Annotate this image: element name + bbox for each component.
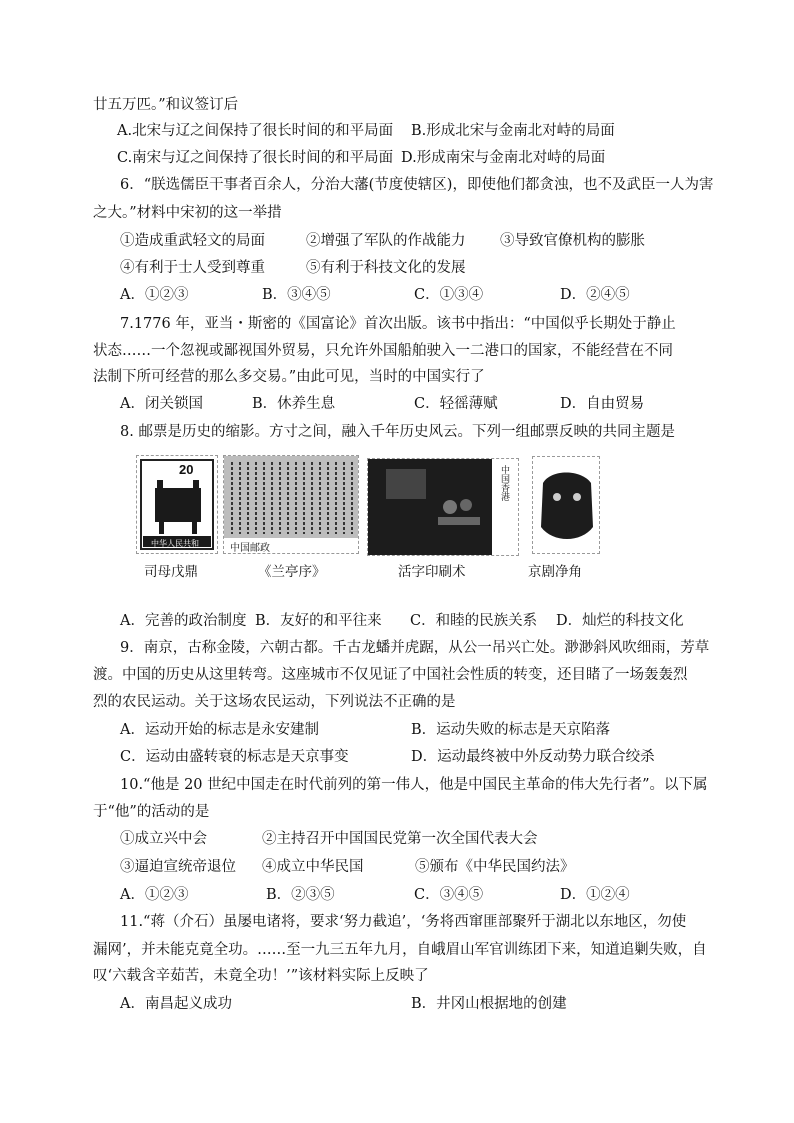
- stamp-simuwu-ding: [136, 455, 218, 554]
- statement-2: ②主持召开中国国民党第一次全国代表大会: [262, 831, 538, 847]
- question-10-line-1: 10.“他是 20 世纪中国走在时代前列的第一伟人，他是中国民主革命的伟大先行者”。以下属: [120, 777, 708, 793]
- stamp-peking-opera: [532, 456, 600, 554]
- statement-4: ④成立中华民国: [262, 859, 364, 875]
- question-6-line-1: 6．“朕选儒臣干事者百余人，分治大藩(节度使辖区)，即使他们都贪浊，也不及武臣一人为害: [120, 177, 714, 193]
- option-b: B.形成北宋与金南北对峙的局面: [411, 123, 615, 139]
- stamp-country: 中华人民共和: [151, 539, 199, 548]
- question-7-line-2: 状态……一个忽视或鄙视国外贸易，只允许外国船舶驶入一二港口的国家，不能经营在不同: [93, 343, 673, 359]
- statement-3: ③逼迫宣统帝退位: [120, 859, 236, 875]
- option-a: A．南昌起义成功: [120, 996, 232, 1012]
- question-11-line-1: 11.“蒋（介石）虽屡电诸将，要求‘努力截追’，‘务将西窜匪部聚歼于湖北以东地区，勿使: [120, 914, 687, 930]
- option-a: A．完善的政治制度: [120, 613, 247, 629]
- option-c: C．和睦的民族关系: [410, 613, 538, 629]
- question-11-line-2: 漏网’，并未能克竟全功。……至一九三五年九月，自峨眉山军官训练团下来，知道追剿失败，自: [93, 942, 707, 958]
- option-b: B．休养生息: [252, 396, 336, 412]
- stamp-country: 中国香港: [499, 465, 509, 501]
- stamp-caption: 京剧净角: [528, 564, 582, 580]
- option-d: D．运动最终被中外反动势力联合绞杀: [411, 749, 655, 765]
- option-d: D．①②④: [560, 887, 630, 903]
- statement-4: ④有利于士人受到尊重: [120, 260, 265, 276]
- question-8-line-1: 8. 邮票是历史的缩影。方寸之间，融入千年历史风云。下列一组邮票反映的共同主题是: [120, 424, 675, 440]
- text-line: 廿五万匹。”和议签订后: [93, 97, 239, 113]
- option-c: C．运动由盛转衰的标志是天京事变: [120, 749, 349, 765]
- question-11-line-3: 叹‘六载含辛茹苦，未竟全功！’”该材料实际上反映了: [93, 968, 429, 984]
- stamp-value: 20: [179, 462, 194, 477]
- stamp-country: 中国邮政: [230, 543, 270, 554]
- option-b: B．②③⑤: [266, 887, 335, 903]
- option-a: A．①②③: [120, 287, 189, 303]
- option-a: A．①②③: [120, 887, 189, 903]
- option-b: B．井冈山根据地的创建: [411, 996, 567, 1012]
- stamp-movable-type: [367, 458, 519, 556]
- question-7-line-1: 7.1776 年，亚当・斯密的《国富论》首次出版。该书中指出：“中国似乎长期处于静止: [120, 316, 676, 332]
- option-a: A.北宋与辽之间保持了很长时间的和平局面: [117, 123, 394, 139]
- stamp-lantingxu: [223, 455, 359, 554]
- stamp-caption: 《兰亭序》: [258, 564, 326, 580]
- option-b: B．运动失败的标志是天京陷落: [411, 722, 611, 738]
- option-b: B．友好的和平往来: [255, 613, 382, 629]
- printing-image: [368, 459, 518, 555]
- question-7-line-3: 法制下所可经营的那么多交易。”由此可见，当时的中国实行了: [93, 369, 485, 385]
- question-10-line-2: 于“他”的活动的是: [93, 804, 210, 820]
- statement-5: ⑤有利于科技文化的发展: [306, 260, 466, 276]
- option-c: C．①③④: [414, 287, 484, 303]
- option-a: A．运动开始的标志是永安建制: [120, 722, 319, 738]
- question-6-line-2: 之大。”材料中宋初的这一举措: [93, 205, 282, 221]
- option-d: D．自由贸易: [560, 396, 645, 412]
- statement-1: ①成立兴中会: [120, 831, 207, 847]
- opera-mask-image: [533, 457, 599, 553]
- option-d: D．灿烂的科技文化: [556, 613, 684, 629]
- statement-2: ②增强了军队的作战能力: [306, 233, 466, 249]
- option-a: A．闭关锁国: [120, 396, 203, 412]
- option-d: D．②④⑤: [560, 287, 630, 303]
- question-9-line-1: 9．南京，古称金陵，六朝古都。千古龙蟠并虎踞，从公一吊兴亡处。渺渺斜风吹细雨，芳草: [120, 640, 710, 656]
- stamp-caption: 司母戊鼎: [144, 564, 198, 580]
- statement-5: ⑤颁布《中华民国约法》: [415, 859, 575, 875]
- option-c: C．轻徭薄赋: [414, 396, 498, 412]
- stamp-caption: 活字印刷术: [398, 564, 466, 580]
- question-9-line-2: 渡。中国的历史从这里转弯。这座城市不仅见证了中国社会性质的转变，还目睹了一场轰轰烈: [93, 667, 688, 683]
- statement-3: ③导致官僚机构的膨胀: [500, 233, 645, 249]
- option-d: D.形成南宋与金南北对峙的局面: [401, 150, 606, 166]
- statement-1: ①造成重武轻文的局面: [120, 233, 265, 249]
- option-c: C.南宋与辽之间保持了很长时间的和平局面: [117, 150, 394, 166]
- question-9-line-3: 烈的农民运动。关于这场农民运动，下列说法不正确的是: [93, 694, 456, 710]
- option-c: C．③④⑤: [414, 887, 484, 903]
- option-b: B．③④⑤: [262, 287, 331, 303]
